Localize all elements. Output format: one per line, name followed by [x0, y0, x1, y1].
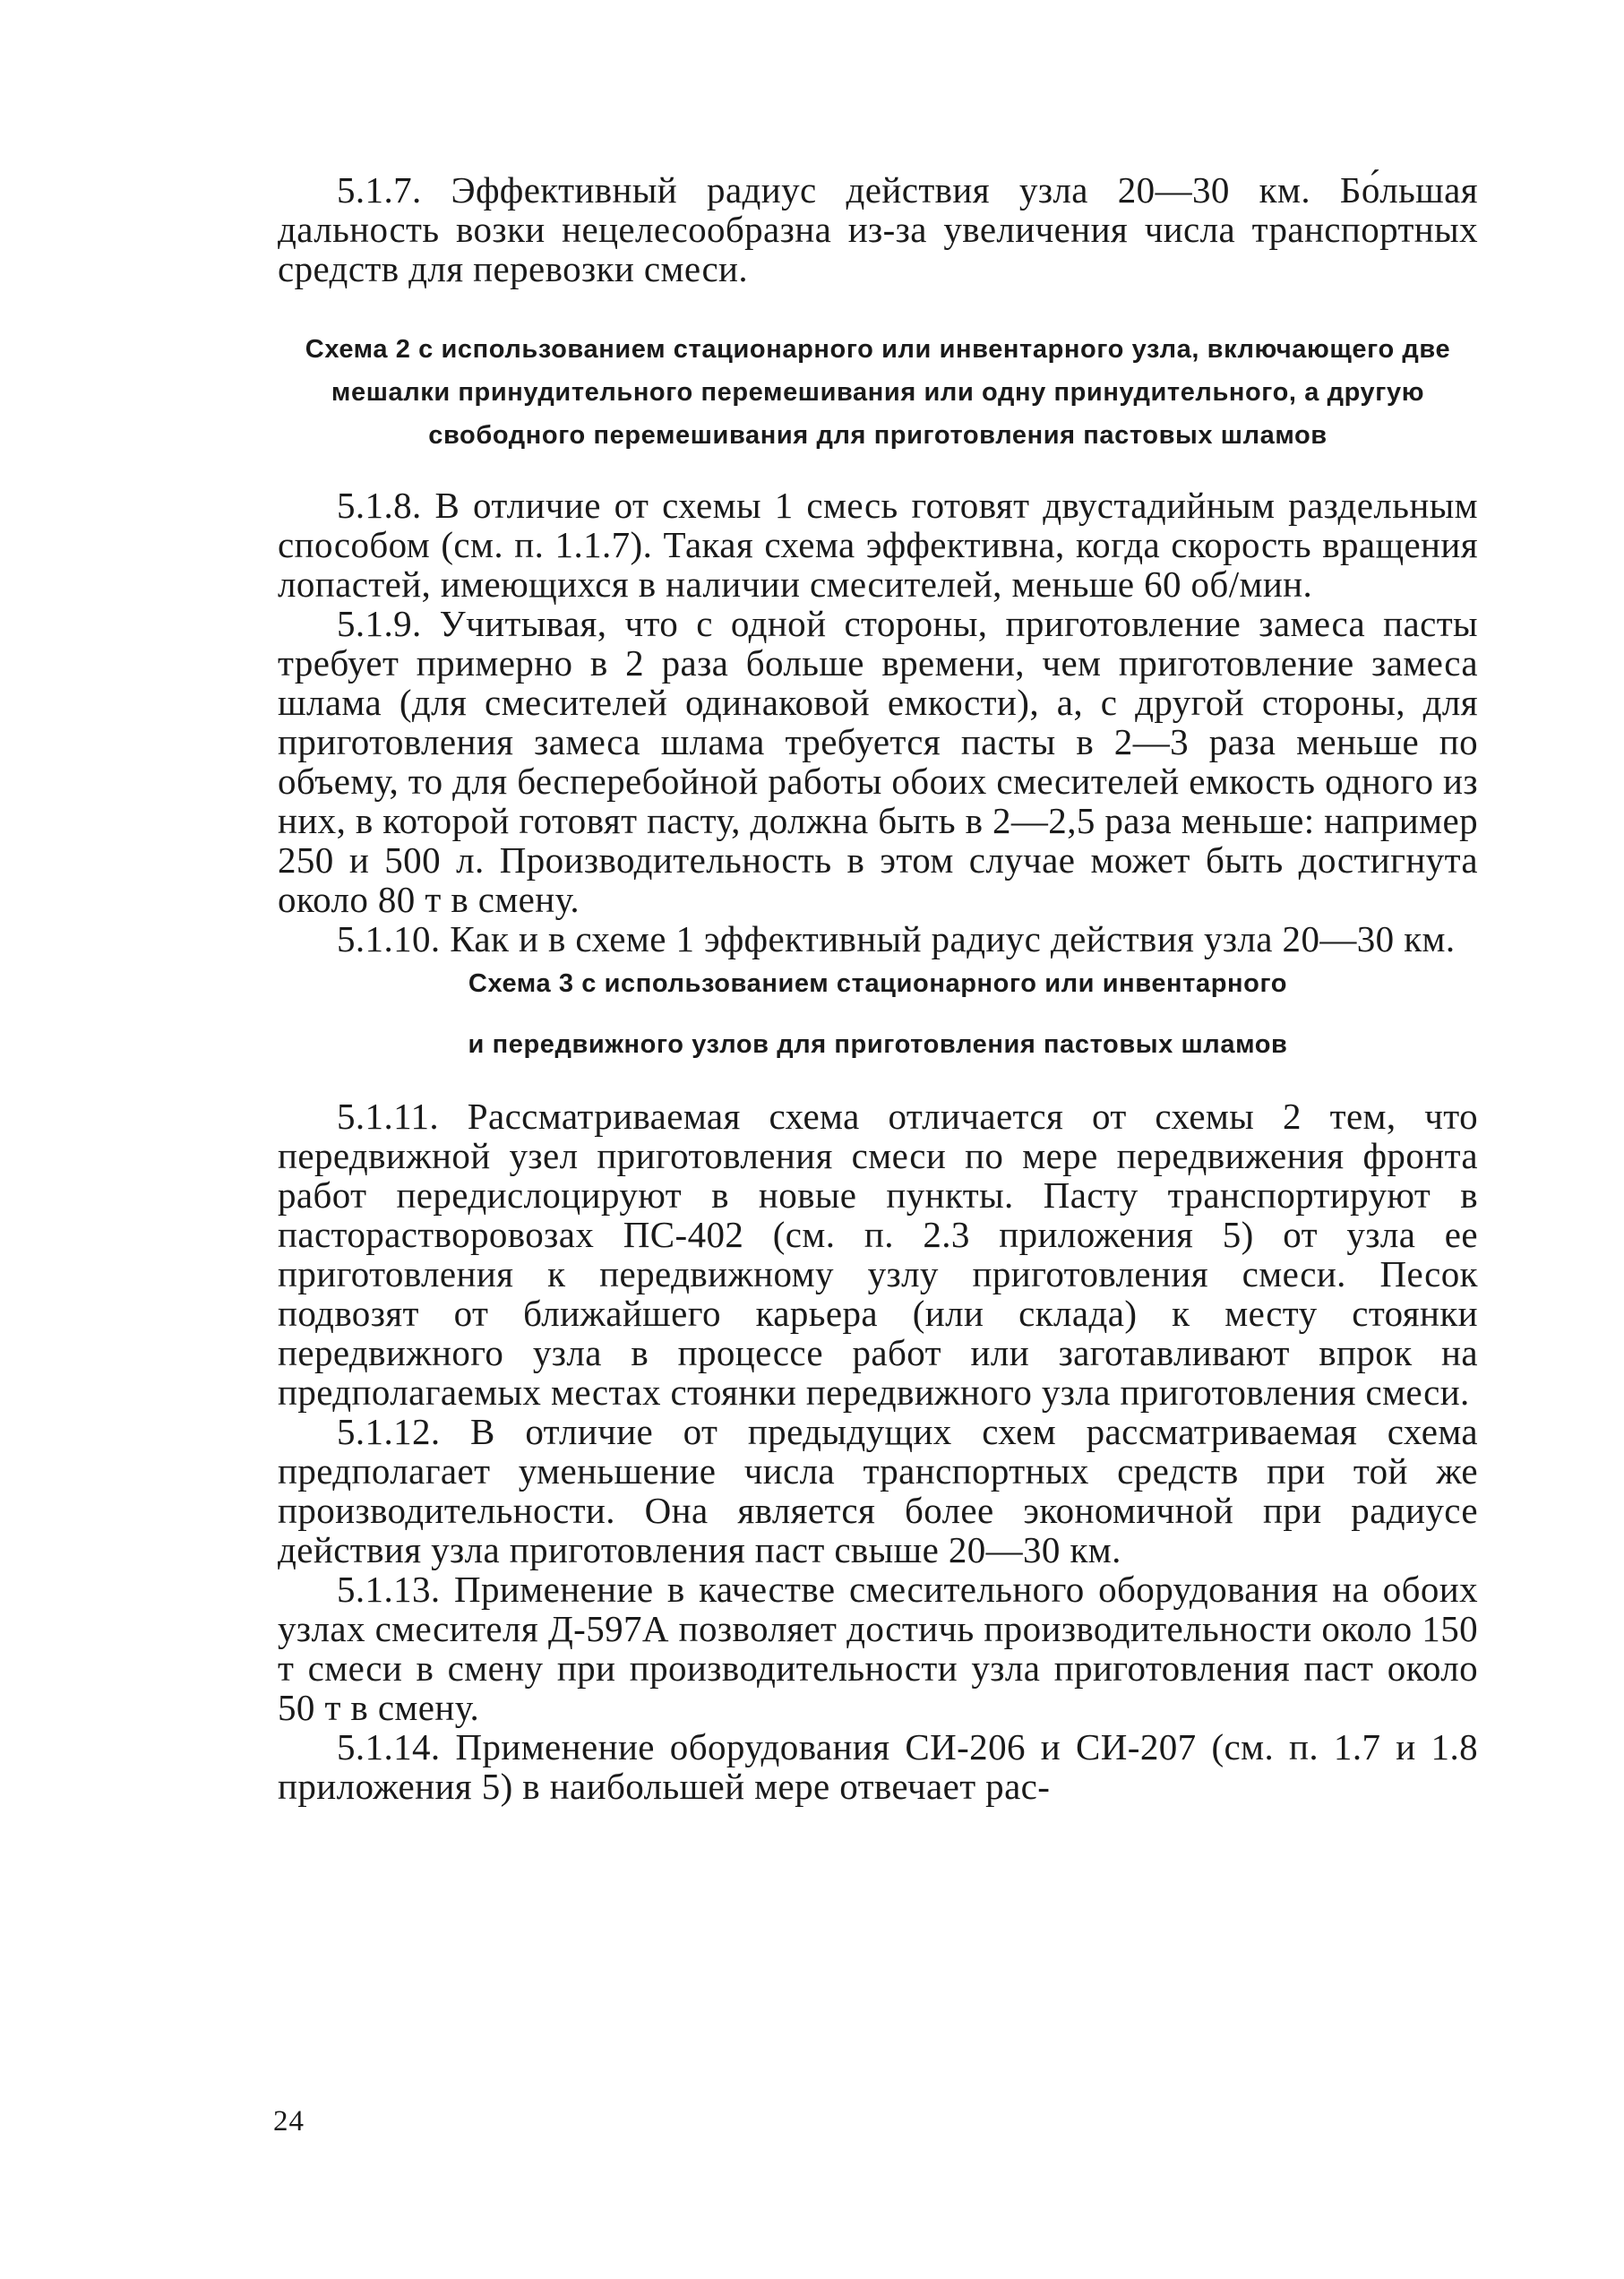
paragraph-5-1-12: 5.1.12. В отличие от предыдущих схем рассматриваемая схема предполагает уменьшение числа транспортных средств при той же производительности. Она является более экономичной при радиусе действия узла приготовления паст свыше 20—30 км. [278, 1411, 1478, 1570]
paragraph-5-1-14: 5.1.14. Применение оборудования СИ-206 и СИ-207 (см. п. 1.7 и 1.8 приложения 5) в наибольшей мере отвечает рас- [278, 1726, 1478, 1807]
page-number: 24 [273, 2105, 305, 2137]
heading-scheme-3-line-2: и передвижного узлов для приготовления пастовых шламов [468, 1030, 1288, 1059]
paragraph-5-1-10: 5.1.10. Как и в схеме 1 эффективный радиус действия узла 20—30 км. [337, 918, 1456, 959]
heading-scheme-2: Схема 2 с использованием стационарного или инвентарного узла, включающего две мешалки принудительного перемешивания или одну принудительного, а другую свободного перемешивания для приготовления пастовых шламов [305, 335, 1451, 450]
paragraph-5-1-13: 5.1.13. Применение в качестве смесительного оборудования на обоих узлах смесителя Д-597А позволяет достичь производительности около 150 т смеси в смену при производительности узла приготовления паст около 50 т в смену. [278, 1569, 1478, 1728]
paragraph-5-1-11: 5.1.11. Рассматриваемая схема отличается от схемы 2 тем, что передвижной узел приготовления смеси по мере передвижения фронта работ передислоцируют в новые пункты. Пасту транспортируют в пасторастворовозах ПС-402 (см. п. 2.3 приложения 5) от узла ее приготовления к передвижному узлу приготовления смеси. Песок подвозят от ближайшего карьера (или склада) к месту стоянки передвижного узла в процессе работ или заготавливают впрок на предполагаемых местах стоянки передвижного узла приготовления смеси. [278, 1096, 1478, 1413]
heading-scheme-3-line-1: Схема 3 с использованием стационарного или инвентарного [468, 969, 1288, 998]
paragraph-5-1-9: 5.1.9. Учитывая, что с одной стороны, приготовление замеса пасты требует примерно в 2 раза больше времени, чем приготовление замеса шлама (для смесителей одинаковой емкости), а, с другой стороны, для приготовления замеса шлама требуется пасты в 2—3 раза меньше по объему, то для бесперебойной работы обоих смесителей емкость одного из них, в которой готовят пасту, должна быть в 2—2,5 раза меньше: например 250 и 500 л. Производительность в этом случае может быть достигнута около 80 т в смену. [278, 603, 1478, 920]
heading-scheme-3 [278, 962, 1478, 1066]
paragraph-5-1-7: 5.1.7. Эффективный радиус действия узла 20—30 км. Бо́льшая дальность возки нецелесообразна из-за увеличения числа транспортных средств для перевозки смеси. [278, 169, 1478, 289]
page-content [278, 170, 1478, 1806]
paragraph-5-1-8: 5.1.8. В отличие от схемы 1 смесь готовят двустадийным раздельным способом (см. п. 1.1.7). Такая схема эффективна, когда скорость вращения лопастей, имеющихся в наличии смесителей, меньше 60 об/мин. [278, 485, 1478, 605]
